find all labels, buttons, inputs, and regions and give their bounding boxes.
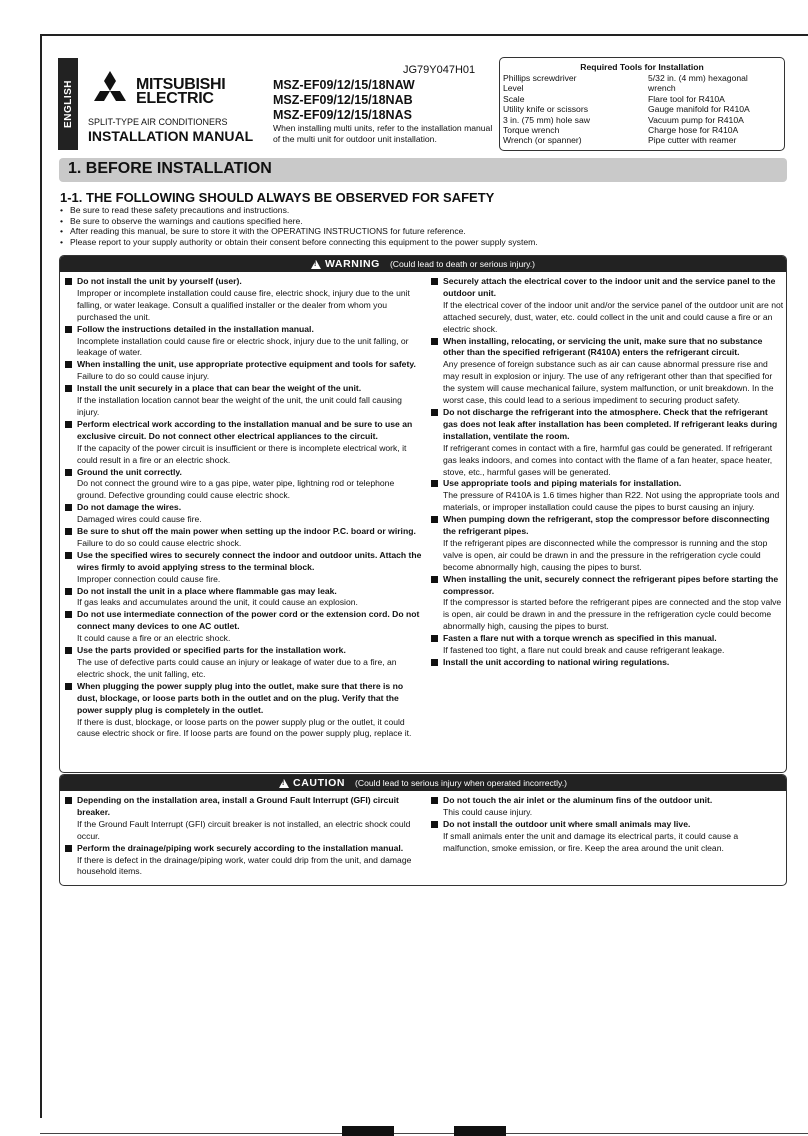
safety-item-title: Install the unit securely in a place that can bear the weight of the unit.	[77, 383, 362, 394]
safety-item-detail: The pressure of R410A is 1.6 times higher than R22. Not using the appropriate tools and materials, or improper installation could cause the pipes to burst causing an injury.	[443, 490, 780, 513]
safety-item-detail: If gas leaks and accumulates around the unit, it could cause an explosion.	[77, 597, 358, 608]
safety-item-detail: Any presence of foreign substance such as air can cause abnormal pressure rise and may result in explosion or injury. The use of any refrigerant other than that specified for the system will cause mechanical failure, system malfunction, or unit breakdown. In the worst case, this could lead to a serious impediment to securing product safety.	[443, 359, 774, 406]
safety-item-detail: If the capacity of the power circuit is insufficient or there is incomplete electrical work, it could result in a fire or an electric shock.	[77, 442, 407, 465]
bullet-square-icon	[65, 845, 72, 852]
safety-item-title: Perform the drainage/piping work securely according to the installation manual.	[77, 842, 404, 853]
tool-item: Wrench (or spanner)	[503, 135, 582, 146]
bullet-square-icon	[431, 480, 438, 487]
bullet-square-icon	[431, 576, 438, 583]
safety-item-title: When pumping down the refrigerant, stop the compressor before disconnecting the refrigerant pipes.	[443, 514, 770, 537]
bullet-square-icon	[65, 588, 72, 595]
document-number: JG79Y047H01	[403, 64, 476, 76]
bullet-square-icon	[431, 338, 438, 345]
safety-item-detail: Failure to do so could cause electric shock.	[77, 537, 242, 548]
safety-item-detail: If the refrigerant pipes are disconnected while the compressor is running and the stop valve is open, air could be drawn in and the pressure in the refrigeration cycle could become abnormally high, causing the pipes to burst.	[443, 537, 768, 572]
safety-item-title: Do not install the outdoor unit where small animals may live.	[443, 818, 691, 829]
safety-item	[64, 324, 424, 360]
safety-item-detail: Failure to do so could cause injury.	[77, 371, 210, 382]
safety-item	[64, 359, 424, 383]
safety-item-detail: Do not connect the ground wire to a gas pipe, water pipe, lightning rod or telephone ground. Defective grounding could cause electric shock.	[77, 478, 395, 501]
safety-item-title: Do not use intermediate connection of the power cord or the extension cord. Do not connect many devices to one AC outlet.	[77, 609, 420, 632]
model-list	[273, 78, 415, 123]
intro-item: • Be sure to read these safety precautions and instructions.	[60, 205, 780, 216]
intro-list	[60, 205, 780, 247]
section-title: 1. BEFORE INSTALLATION	[68, 160, 272, 177]
bottom-tab-mark	[454, 1126, 506, 1136]
brand-line: ELECTRIC	[136, 90, 214, 107]
bullet-square-icon	[431, 797, 438, 804]
page-frame-top	[40, 34, 808, 36]
safety-item-title: Do not install the unit in a place where flammable gas may leak.	[77, 585, 337, 596]
warning-box	[59, 255, 787, 773]
bullet-square-icon	[65, 647, 72, 654]
safety-item-title: Securely attach the electrical cover to the indoor unit and the service panel to the outdoor unit.	[443, 276, 776, 298]
bullet-square-icon	[65, 611, 72, 618]
caution-right-column	[430, 795, 784, 855]
safety-item-detail: If there is defect in the drainage/piping work, water could drip from the unit, and damage household items.	[77, 854, 412, 877]
safety-item	[64, 586, 424, 610]
warning-label: WARNING	[324, 258, 380, 270]
bullet-square-icon	[65, 326, 72, 333]
bullet-square-icon	[431, 821, 438, 828]
tool-item: Pipe cutter with reamer	[648, 135, 737, 146]
bullet-square-icon	[65, 504, 72, 511]
safety-item-detail: Damaged wires could cause fire.	[77, 514, 202, 525]
mitsubishi-logo-icon	[88, 70, 132, 110]
tool-item: Flare tool for R410A	[648, 93, 725, 104]
safety-item-title: Do not touch the air inlet or the aluminum fins of the outdoor unit.	[443, 795, 713, 805]
bullet-square-icon	[431, 409, 438, 416]
caution-triangle-icon	[279, 779, 289, 788]
safety-item-detail: Improper connection could cause fire.	[77, 573, 221, 584]
safety-item-title: Be sure to shut off the main power when setting up the indoor P.C. board or wiring.	[77, 526, 416, 537]
tool-item: Charge hose for R410A	[648, 125, 739, 136]
safety-item	[430, 819, 784, 855]
model-number: MSZ-EF09/12/15/18NAB	[273, 93, 413, 107]
safety-item-detail: Incomplete installation could cause fire or electric shock, injury due to the unit falling, or leakage of water.	[77, 335, 409, 358]
page-frame-left	[40, 34, 42, 1118]
safety-item	[430, 478, 784, 514]
tools-right-column	[648, 73, 783, 146]
bullet-square-icon	[65, 421, 72, 428]
safety-item	[430, 633, 784, 657]
language-tab-label: ENGLISH	[62, 80, 74, 128]
bullet-square-icon	[65, 469, 72, 476]
warning-note: (Could lead to death or serious injury.)	[389, 259, 535, 269]
caution-header	[60, 775, 786, 791]
safety-item-title: Depending on the installation area, install a Ground Fault Interrupt (GFI) circuit breaker.	[77, 795, 399, 817]
product-type: SPLIT-TYPE AIR CONDITIONERS	[88, 117, 228, 127]
bullet-square-icon	[65, 361, 72, 368]
warning-triangle-icon	[311, 260, 321, 269]
tool-item: Scale	[503, 93, 525, 104]
tool-item: Gauge manifold for R410A	[648, 104, 750, 115]
safety-item	[430, 574, 784, 634]
bullet-square-icon	[65, 528, 72, 535]
safety-item-title: Ground the unit correctly.	[77, 466, 182, 477]
brand-name	[136, 78, 225, 106]
safety-item-detail: If the Ground Fault Interrupt (GFI) circuit breaker is not installed, an electric shock could occur.	[77, 818, 411, 841]
safety-item	[430, 514, 784, 574]
bullet-square-icon	[431, 278, 438, 285]
bullet-square-icon	[65, 278, 72, 285]
tool-item: wrench	[648, 83, 676, 94]
safety-item-title: When installing the unit, securely connect the refrigerant pipes before starting the compressor.	[443, 573, 779, 596]
bullet-square-icon	[431, 635, 438, 642]
caution-note: (Could lead to serious injury when operated incorrectly.)	[355, 778, 567, 788]
safety-item	[430, 657, 784, 669]
safety-item-title: Perform electrical work according to the installation manual and be sure to use an exclusive circuit. Do not connect other electrical appliances to the circuit.	[77, 418, 413, 441]
warning-header	[60, 256, 786, 272]
safety-item	[64, 502, 424, 526]
caution-label: CAUTION	[293, 777, 346, 789]
page-frame-bottom	[40, 1133, 808, 1134]
intro-item: • After reading this manual, be sure to store it with the OPERATING INSTRUCTIONS for future reference.	[60, 226, 780, 237]
safety-item	[64, 526, 424, 550]
safety-item-title: Use appropriate tools and piping materials for installation.	[443, 478, 682, 489]
intro-item: • Be sure to observe the warnings and cautions specified here.	[60, 216, 780, 227]
safety-item-detail: If fastened too tight, a flare nut could break and cause refrigerant leakage.	[443, 645, 725, 656]
safety-item-title: Use the specified wires to securely connect the indoor and outdoor units. Attach the wires firmly to avoid applying stress to the terminal block.	[77, 549, 422, 572]
safety-item-title: Install the unit according to national wiring regulations.	[443, 657, 670, 667]
tool-item: Phillips screwdriver	[503, 73, 577, 83]
required-tools-box	[499, 57, 785, 151]
safety-item-detail: If the compressor is started before the refrigerant pipes are connected and the stop valve is open, air could be drawn in and the pressure in the refrigeration cycle could become abnormally high, causing the pipes to burst.	[443, 597, 782, 632]
bullet-square-icon	[65, 385, 72, 392]
safety-item-detail: It could cause a fire or an electric shock.	[77, 633, 231, 644]
safety-item	[64, 550, 424, 586]
safety-item-title: Use the parts provided or specified parts for the installation work.	[77, 645, 346, 656]
caution-left-column	[64, 795, 424, 878]
tool-item: Vacuum pump for R410A	[648, 114, 744, 125]
safety-item	[64, 467, 424, 503]
safety-item	[64, 419, 424, 467]
safety-item-detail: If the electrical cover of the indoor unit and/or the service panel of the outdoor unit are not attached securely, dust, water, etc. could collect in the unit and could cause a fire or an electric shock.	[443, 299, 784, 334]
manual-title: INSTALLATION MANUAL	[88, 128, 254, 144]
safety-item	[430, 276, 784, 336]
safety-item-detail: If small animals enter the unit and damage its electrical parts, it could cause a malfunction, smoke emission, or fire. Keep the area around the unit clean.	[443, 830, 739, 853]
safety-item	[64, 609, 424, 645]
tool-item: Utility knife or scissors	[503, 104, 588, 115]
safety-item	[64, 681, 424, 741]
bullet-square-icon	[65, 552, 72, 559]
safety-item-title: Do not discharge the refrigerant into the atmosphere. Check that the refrigerant gas does not leak after installation has been completed. If refrigerant leaks during installation, ventilate the room.	[443, 406, 778, 441]
tool-item: 5/32 in. (4 mm) hexagonal	[648, 73, 748, 83]
intro-item: • Please report to your supply authority or obtain their consent before connecting this equipment to the power supply system.	[60, 237, 780, 248]
safety-item	[430, 336, 784, 407]
safety-item-detail: If there is dust, blockage, or loose parts on the power supply plug or the outlet, it could cause electric shock or fire. If loose parts are found on the power supply plug, replace it.	[77, 716, 412, 739]
safety-item-title: When plugging the power supply plug into the outlet, make sure that there is no dust, blockage, or loose parts both in the outlet and on the plug. Verify that the power supply plug is completely in the outlet.	[77, 680, 404, 715]
safety-item-detail: The use of defective parts could cause an injury or leakage of water due to a fire, an electric shock, the unit falling, etc.	[77, 657, 397, 679]
safety-item-detail: This could cause injury.	[443, 806, 533, 817]
safety-item-title: Follow the instructions detailed in the installation manual.	[77, 323, 314, 334]
tools-title: Required Tools for Installation	[580, 62, 704, 72]
tools-left-column	[503, 73, 643, 146]
safety-item	[430, 795, 784, 819]
subsection-heading: 1-1. THE FOLLOWING SHOULD ALWAYS BE OBSERVED FOR SAFETY	[60, 190, 495, 205]
safety-item	[64, 276, 424, 324]
safety-item-title: Fasten a flare nut with a torque wrench as specified in this manual.	[443, 633, 717, 644]
model-number: MSZ-EF09/12/15/18NAW	[273, 78, 415, 92]
safety-item-title: When installing the unit, use appropriate protective equipment and tools for safety.	[77, 359, 416, 370]
brand-line: MITSUBISHI	[136, 76, 226, 93]
safety-item-title: When installing, relocating, or servicing the unit, make sure that no substance other than the specified refrigerant (R410A) enters the refrigerant circuit.	[443, 335, 763, 358]
caution-box	[59, 774, 787, 886]
safety-item-title: Do not install the unit by yourself (user).	[77, 276, 242, 286]
warning-right-column	[430, 276, 784, 669]
tool-item: 3 in. (75 mm) hole saw	[503, 114, 590, 125]
safety-item	[64, 645, 424, 681]
bullet-square-icon	[65, 683, 72, 690]
safety-item-title: Do not damage the wires.	[77, 502, 182, 513]
model-number: MSZ-EF09/12/15/18NAS	[273, 108, 412, 122]
safety-item-detail: If refrigerant comes in contact with a fire, harmful gas could be generated. If refrigerant gas leaks indoors, and comes into contact with the flame of a fan heater, space heater, stove, etc., harmful gases will be generated.	[443, 442, 773, 477]
safety-item	[64, 843, 424, 879]
safety-item-detail: If the installation location cannot bear the weight of the unit, the unit could fall causing injury.	[77, 395, 402, 417]
bullet-square-icon	[431, 659, 438, 666]
safety-item-detail: Improper or incomplete installation could cause fire, electric shock, injury due to the unit falling, or water leakage. Consult a qualified installer or the dealer from whom you purchased the unit.	[77, 287, 410, 322]
bullet-square-icon	[431, 516, 438, 523]
warning-left-column	[64, 276, 424, 740]
safety-item	[430, 407, 784, 478]
language-tab	[58, 58, 78, 150]
tool-item: Level	[503, 83, 524, 94]
bullet-square-icon	[65, 797, 72, 804]
bottom-tab-mark	[342, 1126, 394, 1136]
safety-item	[64, 383, 424, 419]
multi-unit-note: When installing multi units, refer to the installation manual of the multi unit for outdoor unit installation.	[273, 123, 493, 144]
tool-item: Torque wrench	[503, 125, 560, 136]
safety-item	[64, 795, 424, 843]
